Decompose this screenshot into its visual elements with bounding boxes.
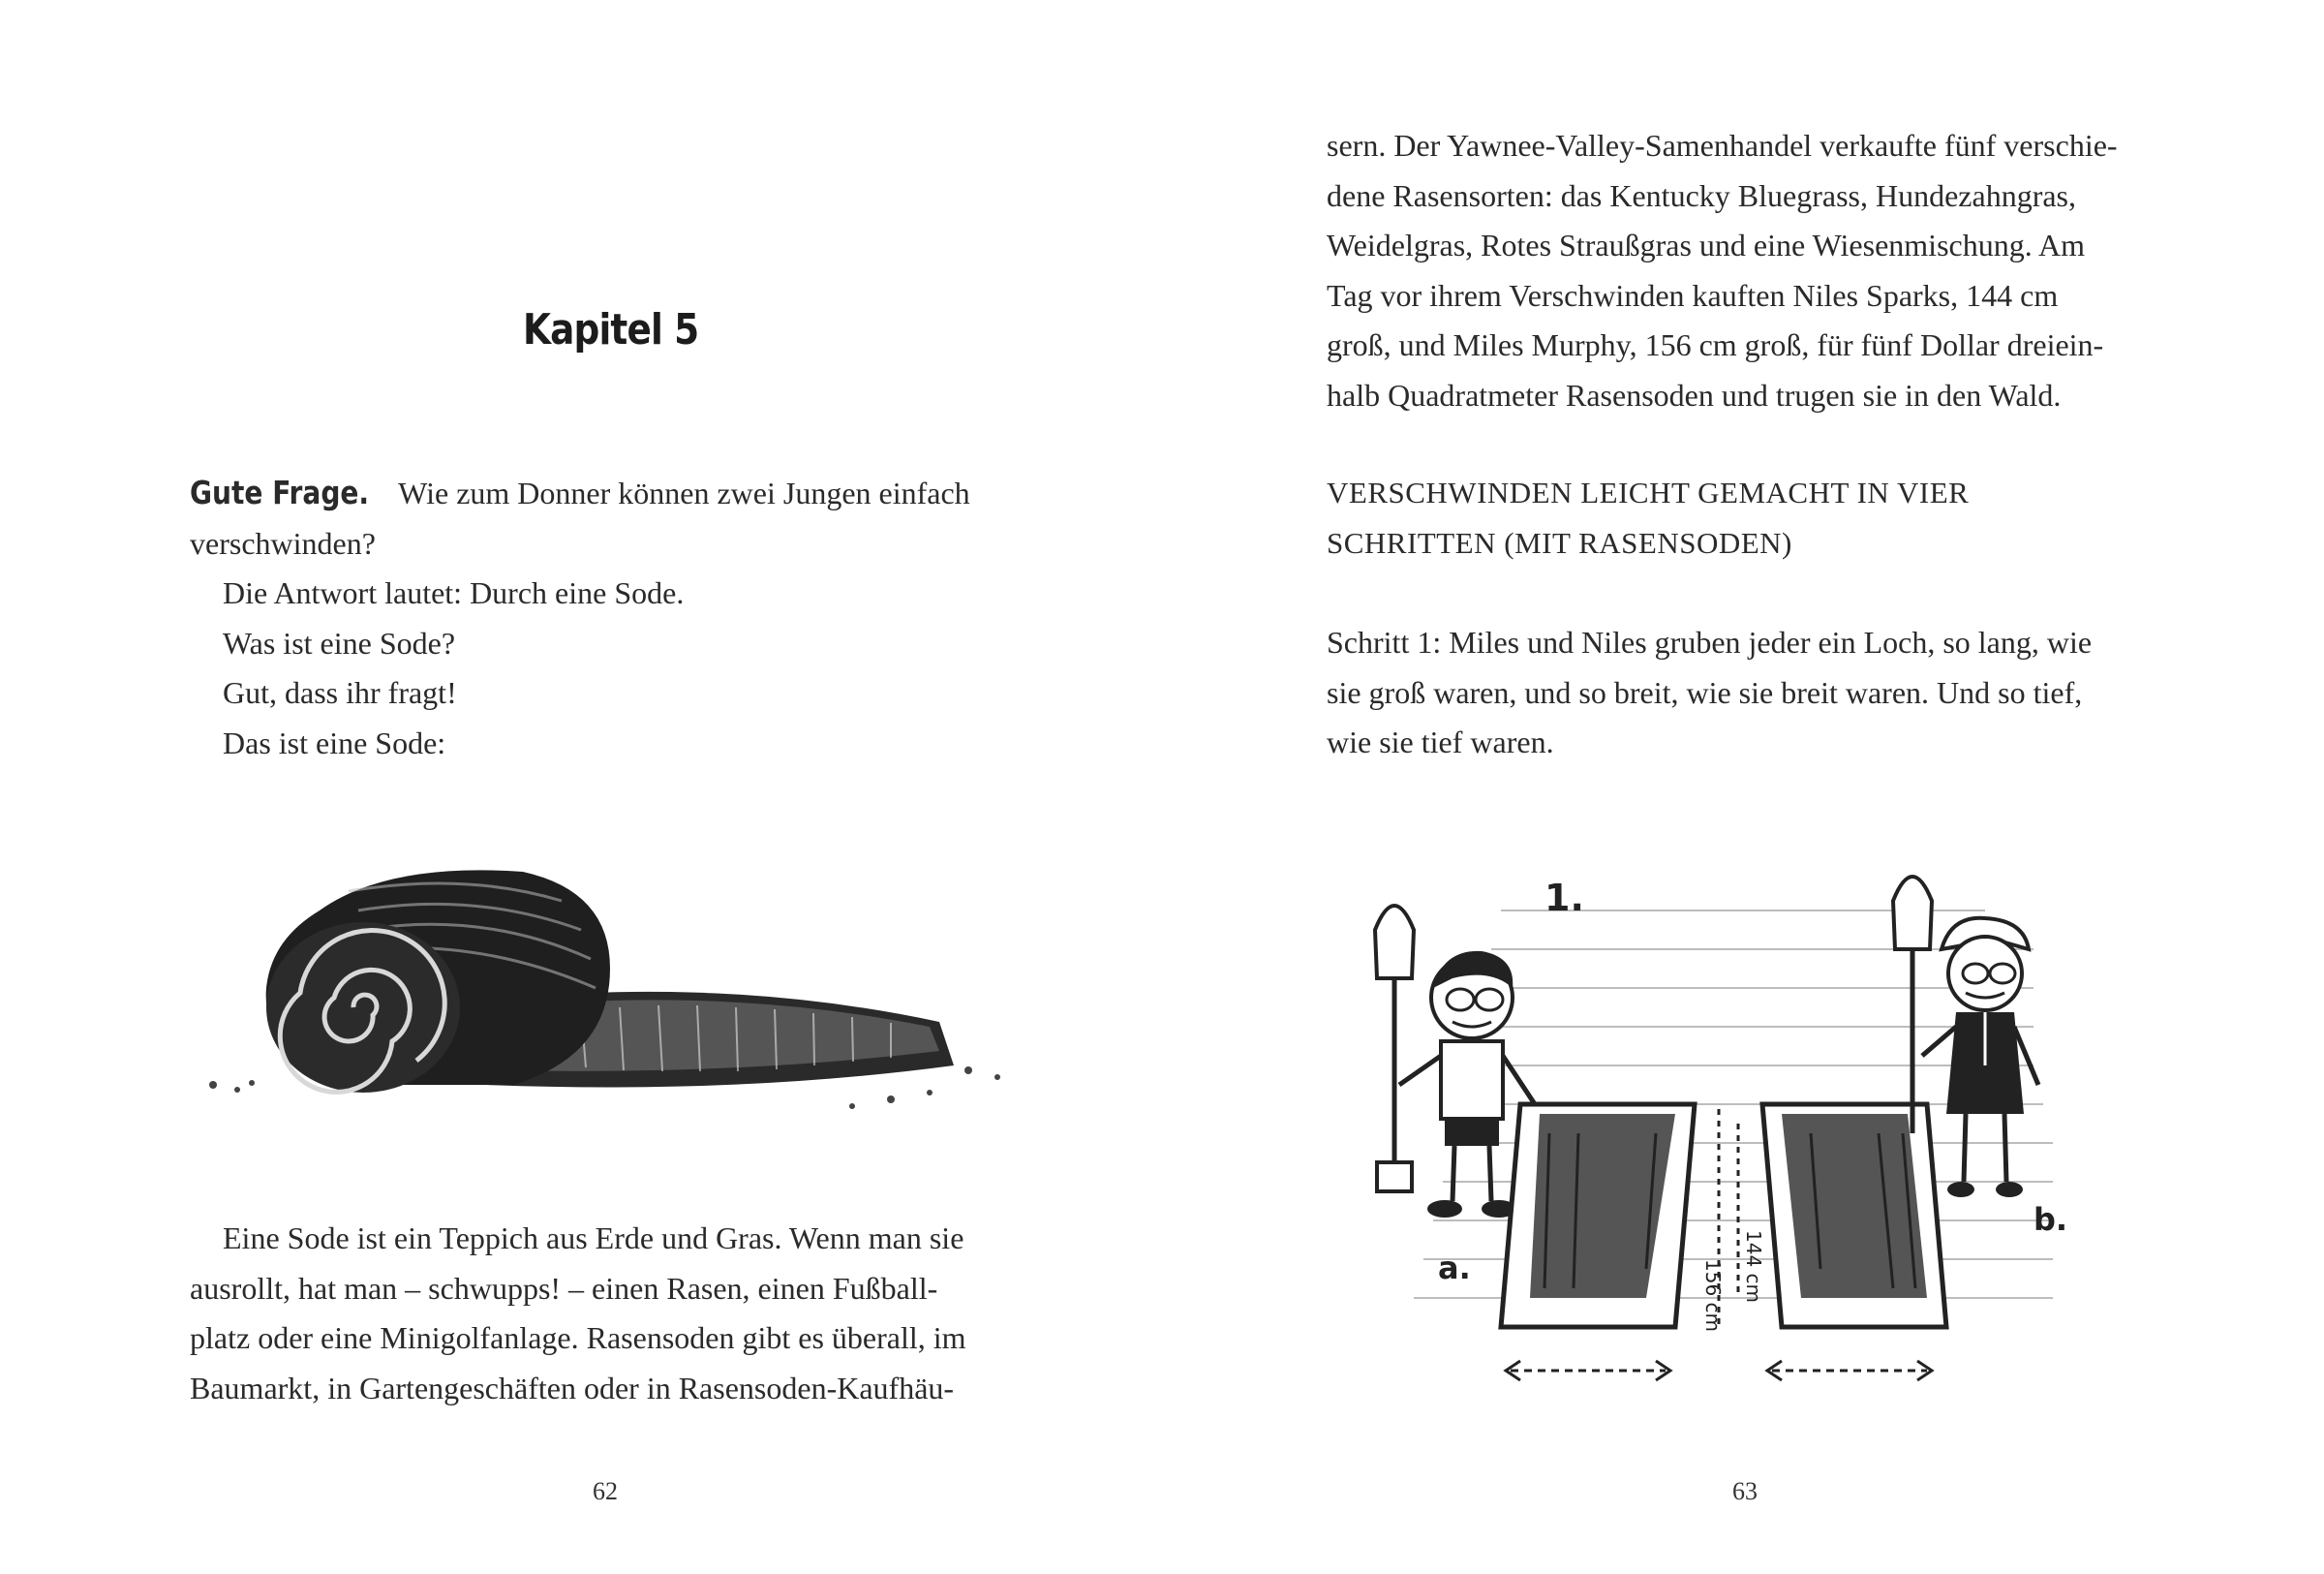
intro-rest: Wie zum Donner können zwei Jungen einfach (398, 476, 970, 510)
text-line: dene Rasensorten: das Kentucky Bluegrass, Hundezahngras, (1327, 177, 2076, 213)
section-heading (1327, 468, 1969, 568)
text-line: wie sie tief waren. (1327, 725, 1554, 759)
intro-line (190, 468, 970, 519)
text-line: Tag vor ihrem Verschwinden kauften Niles Sparks, 144 cm (1327, 277, 2059, 313)
text-line: sie groß waren, und so breit, wie sie breit waren. Und so tief, (1327, 674, 2083, 710)
step-label: 1. (1544, 877, 1584, 919)
text-line: Die Antwort lautet: Durch eine Sode. (223, 575, 685, 610)
continued-paragraph (1327, 121, 2118, 420)
intro-paragraph (190, 468, 970, 768)
text-line: Gut, dass ihr fragt! (223, 675, 457, 710)
measure-156: 156 cm (1701, 1259, 1725, 1333)
intro-bold: Gute Frage. (190, 474, 370, 511)
page-number: 63 (1732, 1477, 1758, 1505)
text-line: Eine Sode ist ein Teppich aus Erde und Gras. Wenn man sie (223, 1220, 964, 1255)
text-line: Das ist eine Sode: (223, 725, 446, 760)
page-number: 62 (593, 1477, 618, 1505)
digging-illustration (1356, 843, 2092, 1424)
text-line: sern. Der Yawnee-Valley-Samenhandel verkaufte fünf verschie- (1327, 128, 2118, 163)
label-b: b. (2034, 1201, 2068, 1238)
text-line: verschwinden? (190, 525, 376, 561)
step-paragraph (1327, 618, 2092, 768)
text-line: Weidelgras, Rotes Straußgras und eine Wiesenmischung. Am (1327, 228, 2085, 262)
measure-144: 144 cm (1742, 1230, 1765, 1304)
label-a: a. (1438, 1250, 1471, 1286)
text-line: Baumarkt, in Gartengeschäften oder in Rasensoden-Kaufhäu- (190, 1370, 955, 1405)
right-page (1162, 0, 2324, 1574)
body-paragraph (190, 1214, 966, 1413)
heading-line: SCHRITTEN (MIT RASENSODEN) (1327, 525, 1792, 560)
chapter-title: Kapitel 5 (523, 305, 699, 355)
text-line: groß, und Miles Murphy, 156 cm groß, für fünf Dollar dreiein- (1327, 327, 2104, 362)
sod-roll-illustration (194, 852, 1046, 1133)
text-line: halb Quadratmeter Rasensoden und trugen sie in den Wald. (1327, 377, 2062, 413)
heading-line: VERSCHWINDEN LEICHT GEMACHT IN VIER (1327, 476, 1970, 509)
text-line: Was ist eine Sode? (223, 625, 456, 661)
text-line: ausrollt, hat man – schwupps! – einen Rasen, einen Fußball- (190, 1270, 938, 1306)
text-line: Schritt 1: Miles und Niles gruben jeder ein Loch, so lang, wie (1327, 625, 2093, 660)
text-line: platz oder eine Minigolfanlage. Rasensoden gibt es überall, im (190, 1320, 966, 1355)
